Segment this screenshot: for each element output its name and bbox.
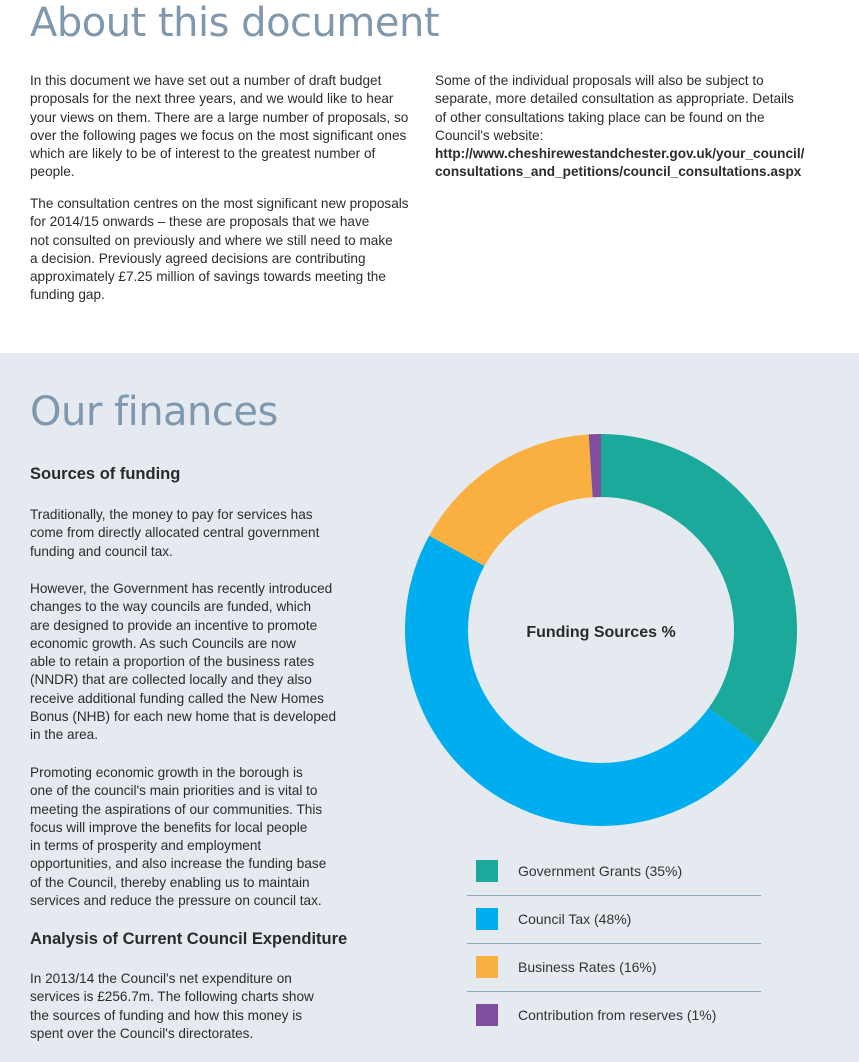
legend-item-government-grants: [467, 848, 761, 896]
chart-title: Funding Sources %: [526, 624, 676, 641]
legend-label: Contribution from reserves (1%): [518, 1007, 717, 1023]
about-section: [0, 0, 859, 353]
legend-swatch: [476, 956, 498, 978]
donut-slice-business-rates: [429, 434, 592, 566]
legend-item-contribution-from-reserves: [467, 992, 761, 1039]
legend-item-business-rates: [467, 944, 761, 992]
analysis-paragraph: In 2013/14 the Council's net expenditure on services is £256.7m. The following charts show the sources of funding and how this money is spent over the Council's directorates.: [30, 971, 314, 1041]
legend-item-council-tax: [467, 896, 761, 944]
consultations-link[interactable]: consultations_and_petitions/council_consultations.aspx: [435, 164, 802, 180]
legend-label: Government Grants (35%): [518, 863, 683, 879]
legend-label: Business Rates (16%): [518, 959, 657, 975]
donut-svg: [399, 428, 803, 832]
funding-donut-chart: [399, 428, 803, 832]
finances-title: Our finances: [30, 389, 278, 435]
legend-label: Council Tax (48%): [518, 911, 632, 927]
about-paragraph-2: The consultation centres on the most significant new proposals for 2014/15 onwards – these are proposals that we have not consulted on previously and where we still need to make a decision. Previously agreed decisions are contributing approximately £7.25 million of savings towards meeting the funding gap.: [30, 196, 409, 303]
chart-legend: [467, 848, 761, 1039]
legend-swatch: [476, 860, 498, 882]
legend-swatch: [476, 1004, 498, 1026]
about-paragraph-right: Some of the individual proposals will also be subject to separate, more detailed consultation as appropriate. Details of other consultations taking place can be found on the Council's website: http://www.cheshirewestandchester.gov.uk/your_council/ consultations_and_petitions/council_consultations.aspx: [435, 72, 804, 182]
consultations-link[interactable]: http://www.cheshirewestandchester.gov.uk/your_council/: [435, 146, 805, 162]
analysis-heading: Analysis of Current Council Expenditure: [30, 930, 348, 948]
donut-slice-council-tax: [405, 536, 760, 826]
about-paragraph-1: In this document we have set out a number of draft budget proposals for the next three years, and we would like to hear your views on them. There are a large number of proposals, so over the following pages we focus on the most significant ones which are likely to be of interest to the greatest number of people.: [30, 73, 409, 180]
sources-paragraph-2: However, the Government has recently introduced changes to the way councils are funded, which are designed to provide an incentive to promote economic growth. As such Councils are now able to retain a proportion of the business rates (NNDR) that are collected locally and they also receive additional funding called the New Homes Bonus (NHB) for each new home that is developed in the area.: [30, 581, 337, 743]
about-title: About this document: [30, 0, 439, 46]
donut-slice-government-grants: [601, 434, 797, 745]
sources-paragraph-3: Promoting economic growth in the borough is one of the council's main priorities and is vital to meeting the aspirations of our communities. This focus will improve the benefits for local people in terms of prosperity and employment opportunities, and also increase the funding base of the Council, thereby enabling us to maintain services and reduce the pressure on council tax.: [30, 765, 327, 909]
legend-swatch: [476, 908, 498, 930]
sources-heading: Sources of funding: [30, 465, 181, 483]
sources-paragraph-1: Traditionally, the money to pay for services has come from directly allocated central government funding and council tax.: [30, 507, 320, 559]
